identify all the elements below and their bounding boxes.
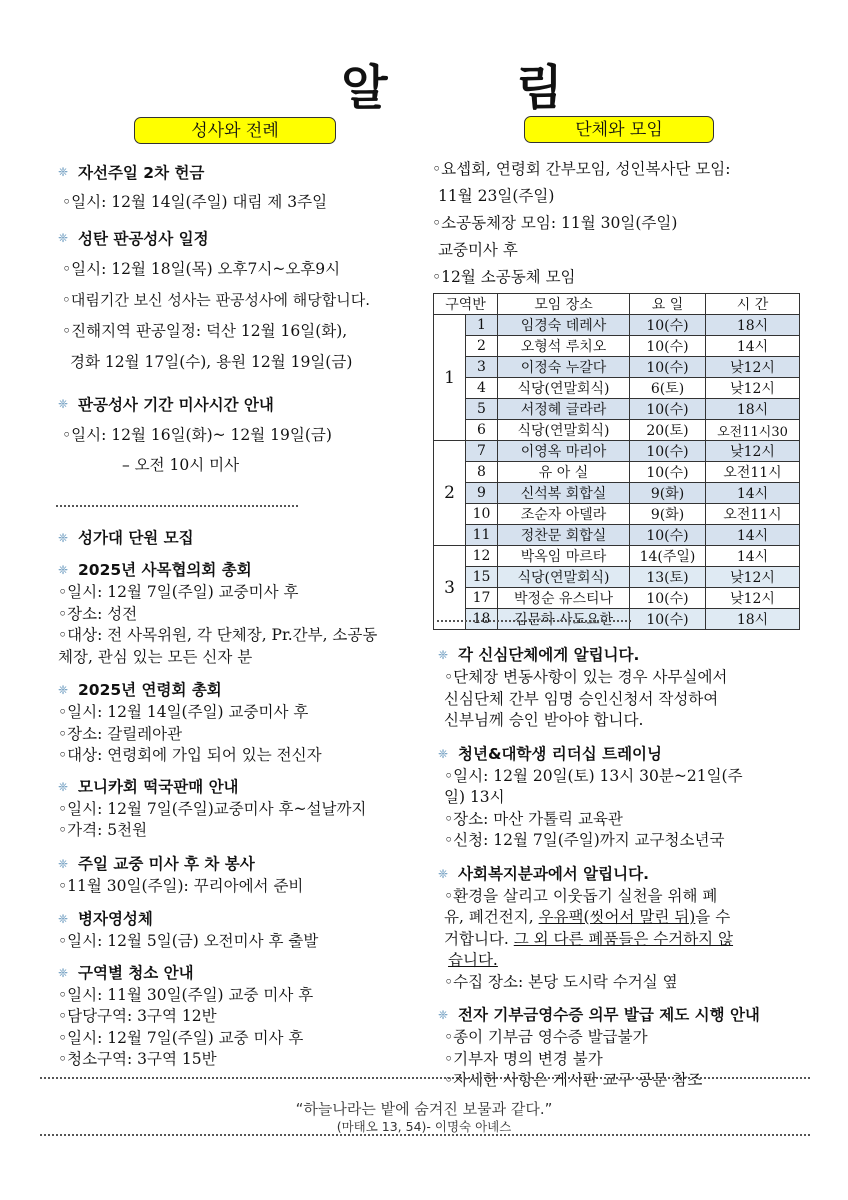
text-line: ◦일시: 12월 18일(목) 오후7시~오후9시 [62,260,341,278]
table-row: 2 오형석 루치오 10(수) 14시 [434,336,800,357]
text-line: – 오전 10시 미사 [122,456,240,474]
heading-sick-communion: ❈ 병자영성체 [52,909,422,931]
divider [56,505,298,507]
text-line: ◦진해지역 판공일정: 덕산 12월 16일(화), [62,322,348,340]
text-line: ◦일시: 12월 14일(주일) 교중미사 후 [58,703,309,721]
flower-bullet-icon: ❈ [437,1008,449,1023]
divider [437,620,631,622]
heading-groups-notice: ❈ 각 신심단체에게 알립니다. [432,645,822,667]
text-line: ◦일시: 12월 5일(금) 오전미사 후 출발 [58,932,319,950]
text-line: 습니다. [448,951,498,969]
heading-council: ❈ 2025년 사목협의회 총회 [52,560,422,582]
flower-bullet-icon: ❈ [57,965,69,980]
text-line: ◦종이 기부금 영수증 발급불가 [444,1028,648,1046]
heading-welfare: ❈ 사회복지분과에서 알립니다. [432,864,822,886]
table-row: 15 식당(연말회식) 13(토) 낮12시 [434,567,800,588]
text-line: ◦장소: 갈릴레아관 [58,724,183,743]
left-column-lower [52,528,422,1071]
section-label-groups: 단체와 모임 [524,116,714,143]
divider [40,1134,810,1136]
text-line: ◦일시: 11월 30일(주일) 교중 미사 후 [58,985,314,1004]
divider [40,1077,810,1079]
header-place: 모임 장소 [498,294,630,315]
text-line: ◦청소구역: 3구역 15반 [58,1050,217,1068]
flower-bullet-icon: ❈ [57,563,69,578]
text-line: 유, 폐건전지, 우유팩(씻어서 말린 뒤)을 수 [444,908,731,926]
right-intro [432,156,822,291]
text-line: ◦기부자 명의 변경 불가 [444,1049,603,1068]
text-line: ◦대림기간 보신 성사는 판공성사에 해당합니다. [62,291,370,309]
text-line: ◦대상: 연령회에 가입 되어 있는 전신자 [58,746,322,764]
footer-source: (마태오 13, 54)- 이명숙 아녜스 [336,1119,512,1134]
header-time: 시 간 [706,294,800,315]
text-line: ◦12월 소공동체 모임 [432,268,576,286]
page-title: 알 림 [341,60,619,116]
text-line: 일) 13시 [444,788,505,806]
meeting-schedule-table [433,293,800,630]
heading-charity: ❈ 자선주일 2차 헌금 [52,160,422,184]
table-row: 4 식당(연말회식) 6(토) 낮12시 [434,378,800,399]
table-row: 3 이정숙 누갈다 10(수) 낮12시 [434,357,800,378]
text-line: 교중미사 후 [438,241,518,259]
text-line: 거합니다. 그 외 다른 폐품들은 수거하지 않 [444,929,734,948]
flower-bullet-icon: ❈ [57,683,69,698]
text-line: ◦일시: 12월 7일(주일) 교중 미사 후 [58,1028,304,1047]
flower-bullet-icon: ❈ [437,648,449,663]
header-zone: 구역반 [434,294,498,315]
table-row: 11 정찬문 회합실 10(수) 14시 [434,525,800,546]
text-line: ◦11월 30일(주일): 꾸리아에서 준비 [58,876,304,895]
text-line: ◦요셉회, 연령회 간부모임, 성인복사단 모임: [432,160,731,178]
text-line: ◦단체장 변동사항이 있는 경우 사무실에서 [444,668,728,686]
text-line: ◦자세한 사항은 게시판 교구 공문 참조 [444,1071,703,1089]
text-line: 신부님께 승인 받아야 합니다. [444,711,644,729]
table-row: 10 조순자 아델라 9(화) 오전11시 [434,504,800,525]
header-day: 요 일 [630,294,706,315]
heading-mass-times: ❈ 판공성사 기간 미사시간 안내 [52,392,422,416]
flower-bullet-icon: ❈ [57,912,69,927]
text-line: ◦담당구역: 3구역 12반 [58,1007,217,1025]
text-line: ◦일시: 12월 20일(토) 13시 30분~21일(주 [444,766,743,785]
table-row: 18 김문하 사도요한 10(수) 18시 [434,609,800,630]
text-line: 신심단체 간부 임명 승인신청서 작성하여 [444,689,719,708]
text-line: ◦대상: 전 사목위원, 각 단체장, Pr.간부, 소공동 [58,626,378,644]
text-line: ◦환경을 살리고 이웃돕기 실천을 위해 폐 [444,886,718,905]
heading-e-receipt: ❈ 전자 기부금영수증 의무 발급 제도 시행 안내 [432,1005,822,1027]
table-row: 2 7 이영옥 마리아 10(수) 낮12시 [434,441,800,462]
text-line: 11월 23일(주일) [438,187,555,205]
text-line: ◦장소: 성전 [58,604,138,623]
zone-cell: 2 [434,441,466,546]
table-row: 6 식당(연말회식) 20(토) 오전11시30 [434,420,800,441]
table-row: 5 서정혜 글라라 10(수) 18시 [434,399,800,420]
flower-bullet-icon: ❈ [57,856,69,871]
section-label-liturgy: 성사와 전례 [134,117,336,144]
text-line: 경화 12월 17일(수), 용원 12월 19일(금) [70,353,353,371]
table-row: 9 신석복 회합실 9(화) 14시 [434,483,800,504]
flower-bullet-icon: ❈ [437,866,449,881]
text-line: ◦장소: 마산 가톨릭 교육관 [444,809,623,828]
table-row: 1 1 임경숙 데레사 10(수) 18시 [434,315,800,336]
zone-cell: 1 [434,315,466,441]
flower-bullet-icon: ❈ [57,779,69,794]
heading-monica: ❈ 모니카회 떡국판매 안내 [52,777,422,799]
text-line: ◦신청: 12월 7일(주일)까지 교구청소년국 [444,831,725,849]
table-row: 8 유 아 실 10(수) 오전11시 [434,462,800,483]
flower-bullet-icon: ❈ [57,231,69,245]
zone-cell: 3 [434,546,466,630]
flower-bullet-icon: ❈ [57,165,69,179]
heading-youth-training: ❈ 청년&대학생 리더십 트레이닝 [432,744,822,766]
right-column-lower [432,645,822,1092]
text-line: 체장, 관심 있는 모든 신자 분 [58,647,253,666]
heading-cleaning: ❈ 구역별 청소 안내 [52,963,422,985]
heading-confession: ❈ 성탄 판공성사 일정 [52,226,422,250]
text-line: ◦수집 장소: 본당 도시락 수거실 옆 [444,972,678,991]
text-line: ◦일시: 12월 16일(화)~ 12월 19일(금) [62,426,332,444]
heading-tea-service: ❈ 주일 교중 미사 후 차 봉사 [52,854,422,876]
table-row: 17 박정순 유스티나 10(수) 낮12시 [434,588,800,609]
text-line: ◦일시: 12월 7일(주일) 교중미사 후 [58,583,299,601]
heading-funeral-assoc: ❈ 2025년 연령회 총회 [52,680,422,702]
text-line: ◦일시: 12월 7일(주일)교중미사 후~설날까지 [58,799,367,818]
heading-choir: ❈ 성가대 단원 모집 [52,528,422,550]
left-column [52,160,422,480]
flower-bullet-icon: ❈ [57,397,69,411]
text-line: ◦일시: 12월 14일(주일) 대림 제 3주일 [62,193,328,211]
footer-quote: “하늘나라는 밭에 숨겨진 보물과 같다.” [295,1100,553,1118]
table-header-row [434,294,800,315]
table-row: 3 12 박옥임 마르타 14(주일) 14시 [434,546,800,567]
text-line: ◦가격: 5천원 [58,821,148,839]
flower-bullet-icon: ❈ [57,531,69,546]
text-line: ◦소공동체장 모임: 11월 30일(주일) [432,214,678,232]
flower-bullet-icon: ❈ [437,746,449,761]
